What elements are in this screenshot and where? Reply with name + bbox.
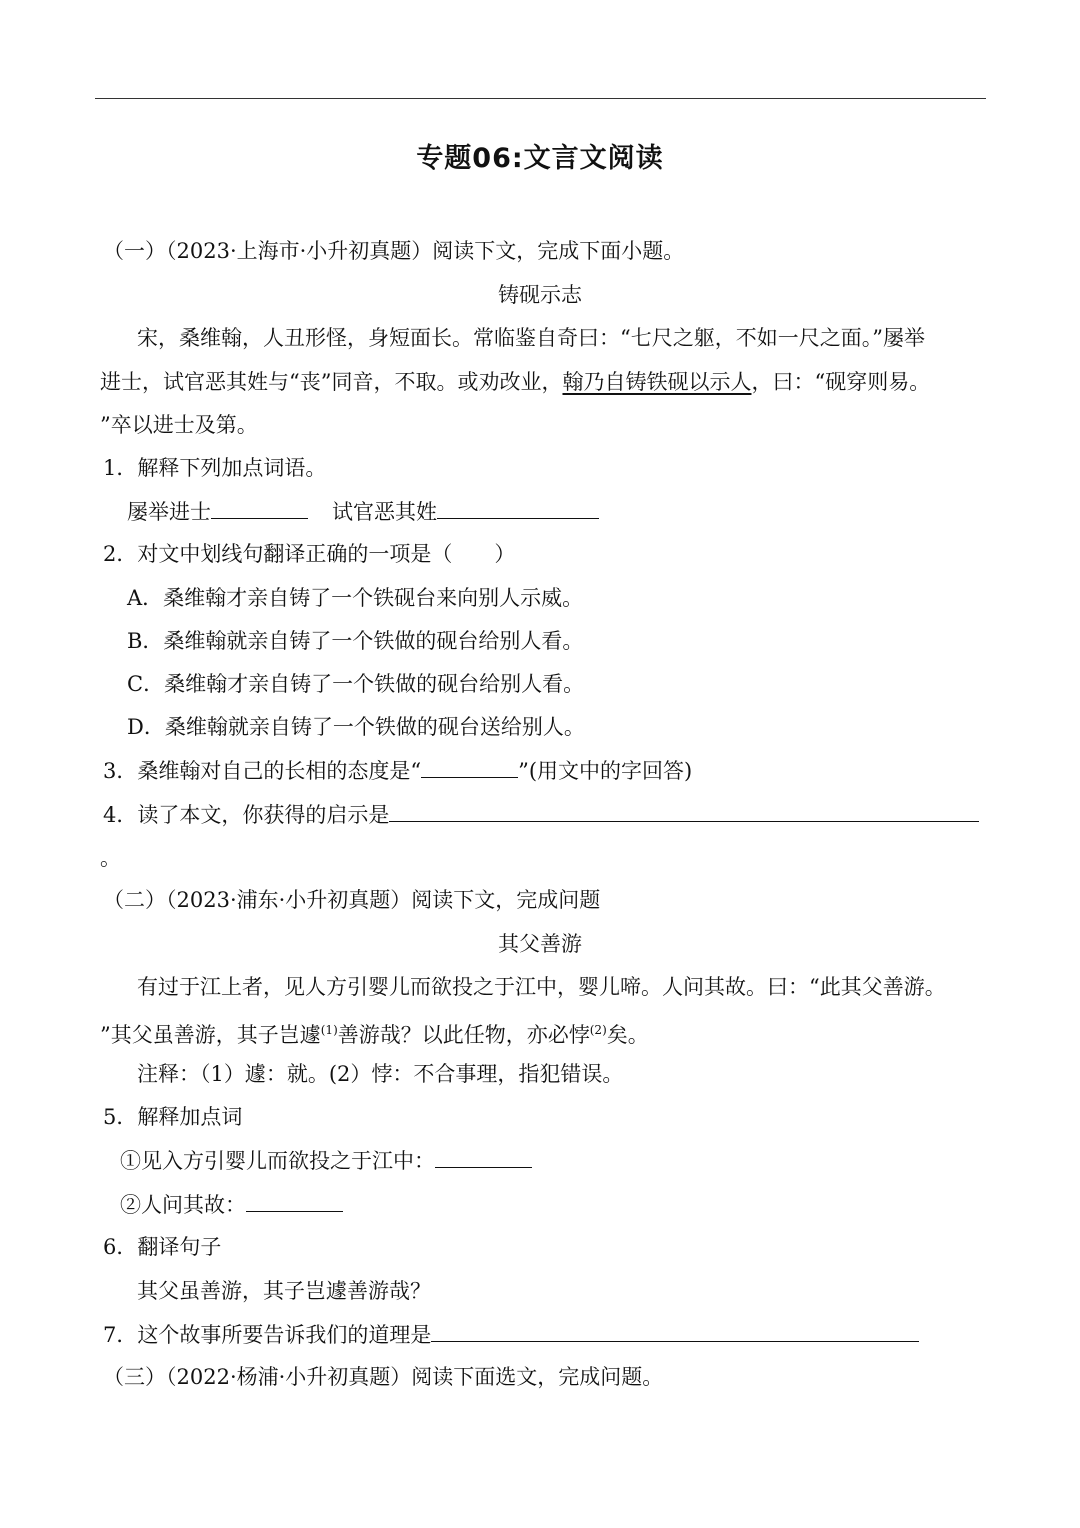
section2-passage-line1: 有过于江上者，见人方引婴儿而欲投之于江中，婴儿啼。人问其故。曰：“此其父善游。 <box>137 975 946 999</box>
note-marker: (1) <box>320 1023 338 1037</box>
passage-text: ”其父虽善游，其子岂遽 <box>100 1023 321 1047</box>
answer-blank[interactable] <box>435 1145 532 1168</box>
question-1-terms <box>127 496 599 527</box>
answer-blank[interactable] <box>437 496 599 519</box>
question-2: 2．对文中划线句翻译正确的一项是（ ） <box>103 542 516 566</box>
section2-notes: 注释：（1）遽：就。(2）悖：不合事理，指犯错误。 <box>137 1062 624 1086</box>
note-marker: (2) <box>589 1023 607 1037</box>
section1-passage-line2 <box>100 367 930 397</box>
answer-blank[interactable] <box>421 755 518 778</box>
question-text: 3．桑维翰对自己的长相的态度是“ <box>103 759 422 783</box>
section1-passage-line1: 宋，桑维翰，人丑形怪，身短面长。常临鉴自奇曰：“七尺之躯，不如一尺之面。”屡举 <box>137 326 925 350</box>
question-5-item-2 <box>120 1189 343 1220</box>
page-title: 专题06:文言文阅读 <box>416 143 664 174</box>
section3-header: （三）（2022·杨浦·小升初真题）阅读下面选文，完成问题。 <box>103 1365 664 1389</box>
underlined-sentence: 翰乃自铸铁砚以示人 <box>562 370 752 394</box>
question-6-sentence: 其父虽善游，其子岂遽善游哉？ <box>137 1279 431 1303</box>
question-5-item-1 <box>120 1145 532 1176</box>
question-6: 6．翻译句子 <box>103 1235 222 1259</box>
question-4 <box>103 799 979 830</box>
option-a[interactable]: A．桑维翰才亲自铸了一个铁砚台来向别人示威。 <box>127 586 584 610</box>
header-rule <box>95 98 986 99</box>
answer-blank[interactable] <box>389 799 979 822</box>
passage-text: 进士，试官恶其姓与“丧”同音，不取。或劝改业， <box>100 370 563 394</box>
passage-text: ，曰：“砚穿则易。 <box>751 370 931 394</box>
question-3 <box>103 755 692 786</box>
section2-passage-line2 <box>100 1015 649 1050</box>
answer-blank[interactable] <box>246 1189 343 1212</box>
section2-passage-title: 其父善游 <box>498 932 582 956</box>
option-c[interactable]: C．桑维翰才亲自铸了一个铁做的砚台给别人看。 <box>127 672 585 696</box>
question-4-end: 。 <box>100 846 121 870</box>
question-5: 5．解释加点词 <box>103 1105 243 1129</box>
answer-blank[interactable] <box>211 496 308 519</box>
section2-header: （二）（2023·浦东·小升初真题）阅读下文，完成问题 <box>103 888 601 912</box>
term-label: 试官恶其姓 <box>332 500 437 524</box>
question-text: ②人问其故： <box>120 1193 246 1217</box>
passage-text: 矣。 <box>606 1023 649 1047</box>
section1-passage-line3: ”卒以进士及第。 <box>100 413 258 437</box>
question-text: ①见入方引婴儿而欲投之于江中： <box>120 1149 435 1173</box>
section1-passage-title: 铸砚示志 <box>498 283 582 307</box>
question-1: 1．解释下列加点词语。 <box>103 456 327 480</box>
answer-blank[interactable] <box>431 1319 919 1342</box>
question-text: 4．读了本文，你获得的启示是 <box>103 803 390 827</box>
section1-header: （一）（2023·上海市·小升初真题）阅读下文，完成下面小题。 <box>103 239 685 263</box>
passage-text: 善游哉？以此任物，亦必悖 <box>337 1023 590 1047</box>
term-label: 屡举进士 <box>127 500 211 524</box>
question-7 <box>103 1319 919 1350</box>
question-text: 7．这个故事所要告诉我们的道理是 <box>103 1323 432 1347</box>
question-text: ”(用文中的字回答) <box>518 759 693 783</box>
option-b[interactable]: B．桑维翰就亲自铸了一个铁做的砚台给别人看。 <box>127 629 584 653</box>
option-d[interactable]: D．桑维翰就亲自铸了一个铁做的砚台送给别人。 <box>127 715 585 739</box>
